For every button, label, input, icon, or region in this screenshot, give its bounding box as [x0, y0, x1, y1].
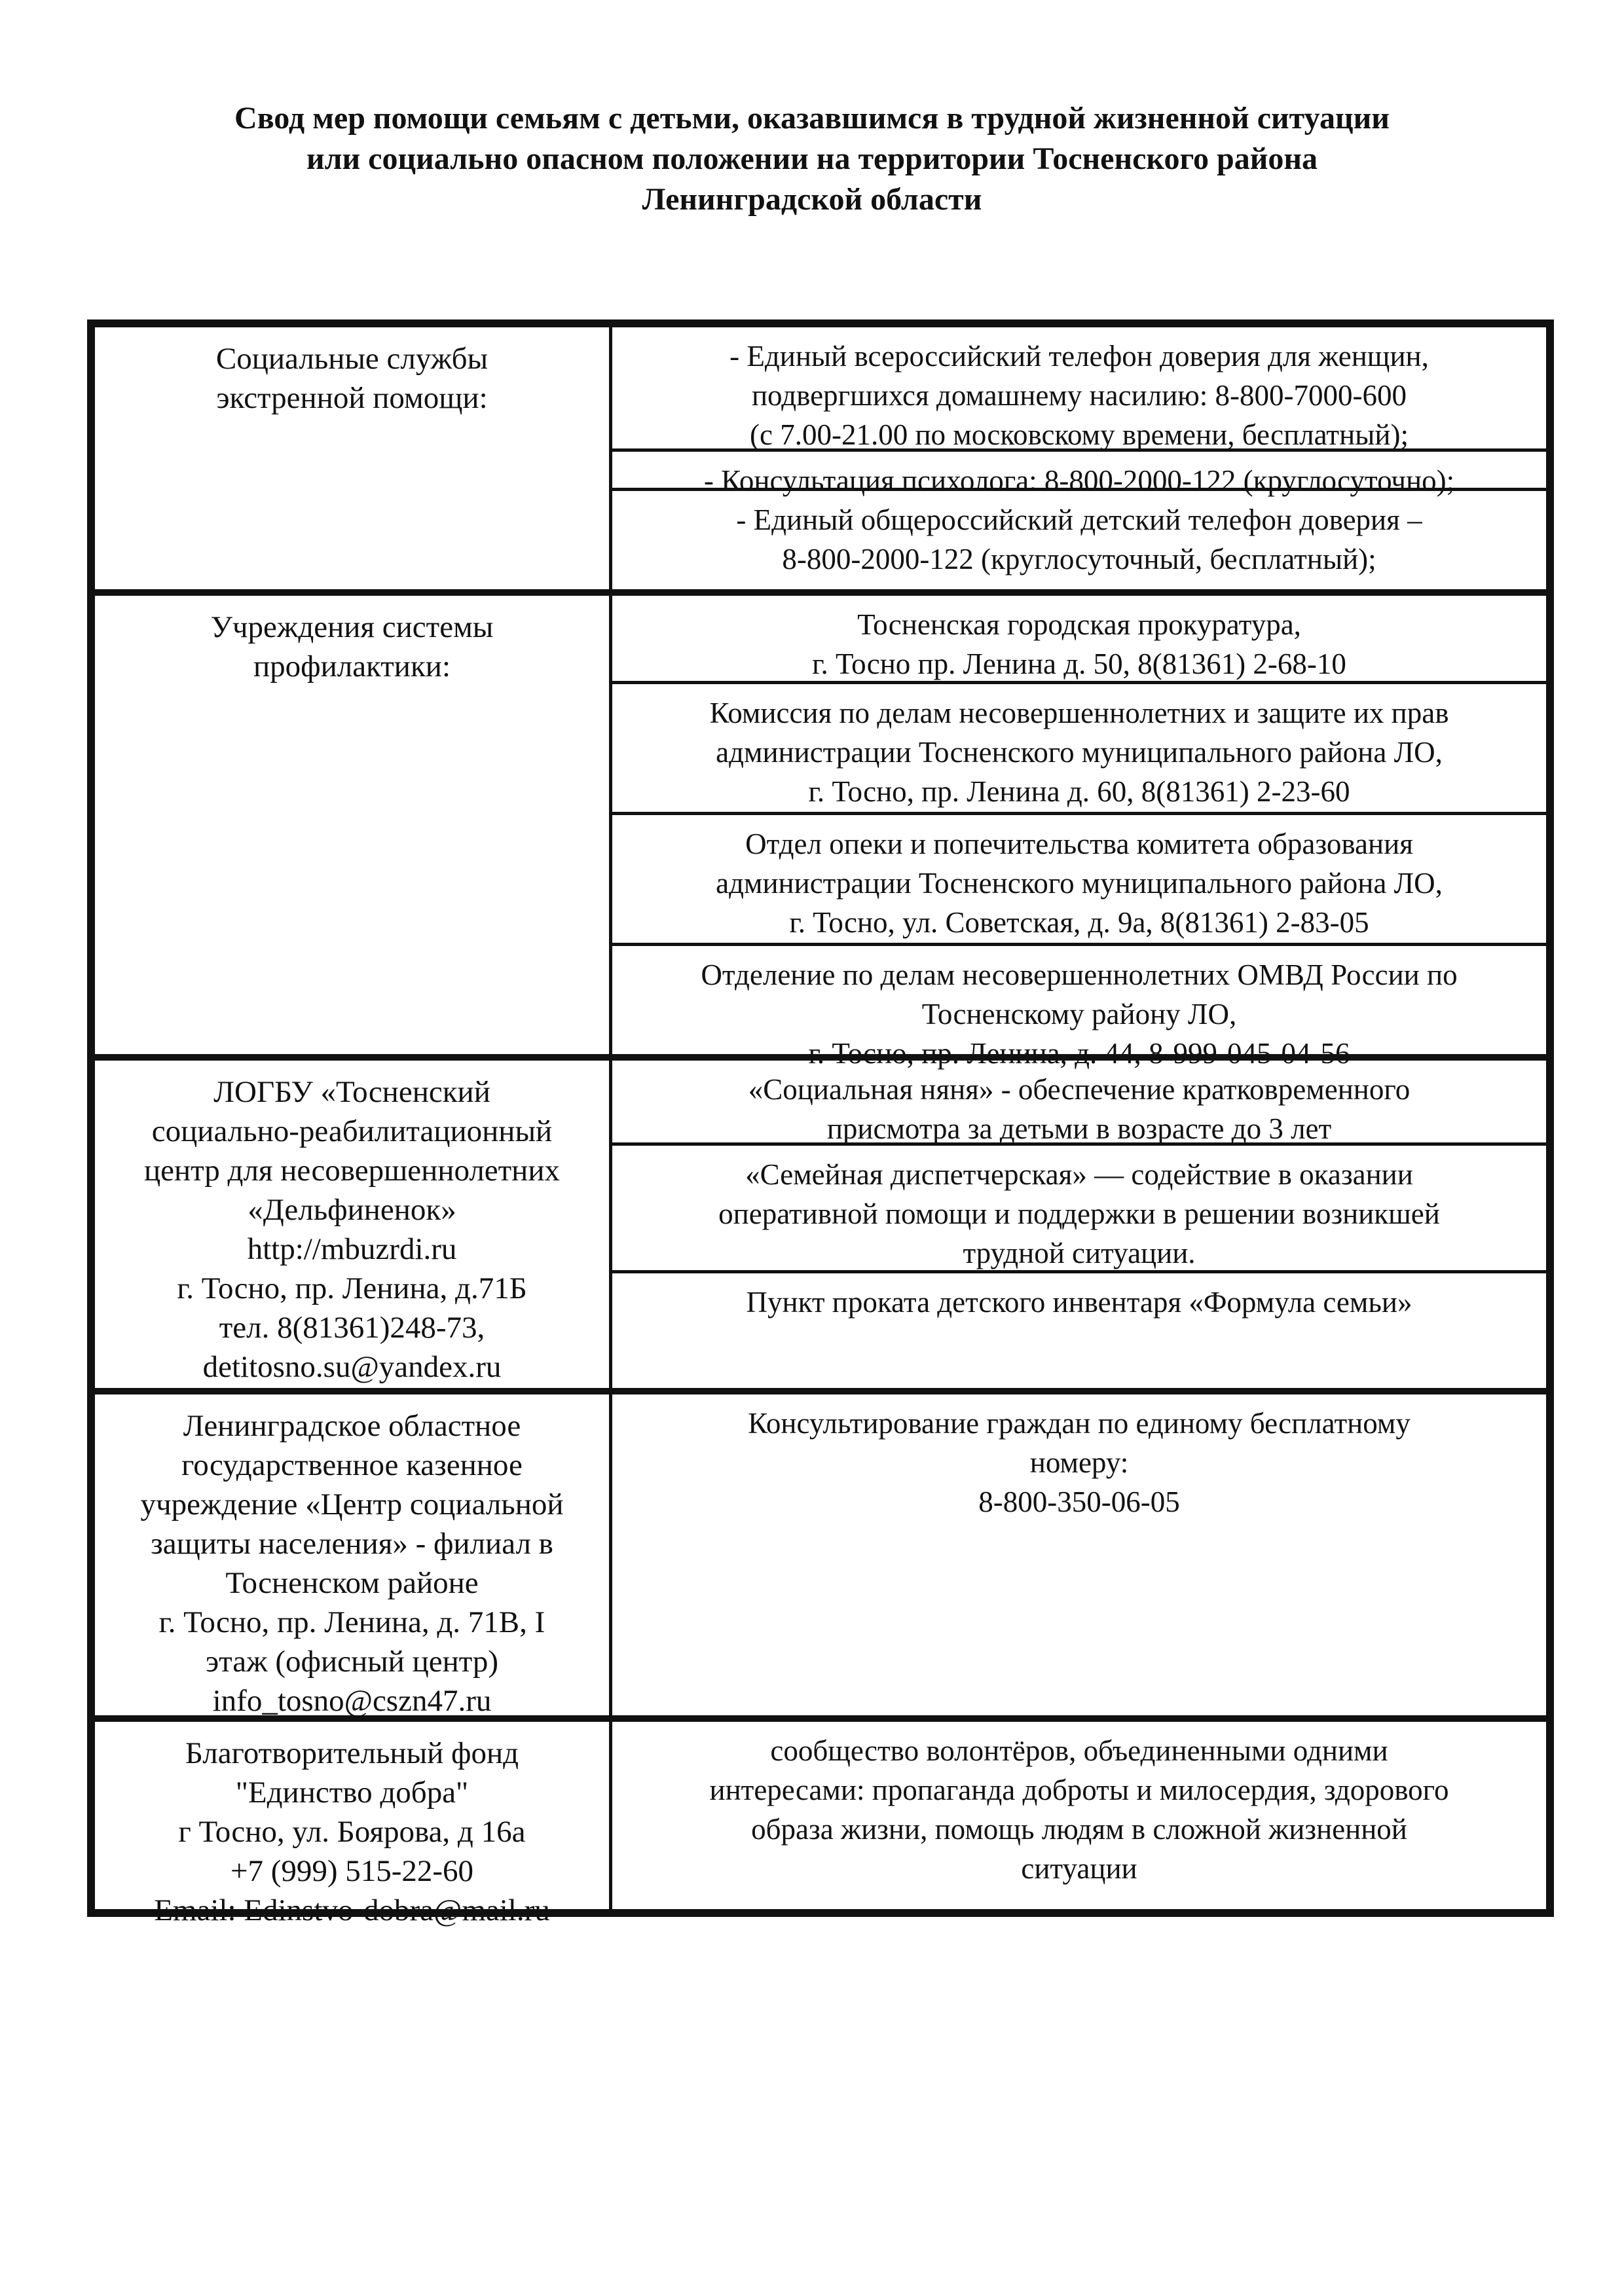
services-cell	[612, 1061, 1546, 1388]
services-cell	[612, 327, 1546, 589]
service-line: - Консультация психолога: 8-800-2000-122 (круглосуточно);	[703, 464, 1455, 497]
service-line: г. Тосно, пр. Ленина д. 60, 8(81361) 2-23-60	[808, 775, 1350, 808]
service-line: оперативной помощи и поддержки в решении возникшей	[718, 1197, 1440, 1230]
service-entry	[612, 943, 1546, 1070]
organization-line: центр для несовершеннолетних	[144, 1154, 560, 1188]
organization-line: Учреждения системы	[210, 610, 494, 644]
organization-cell	[95, 1722, 612, 1927]
service-line: подвергшихся домашнему насилию: 8-800-7000-600	[751, 379, 1407, 412]
service-line: - Единый всероссийский телефон доверия для женщин,	[729, 340, 1429, 373]
service-entry	[612, 488, 1546, 589]
organization-line: тел. 8(81361)248-73,	[219, 1311, 485, 1345]
organization-line: Тосненском районе	[225, 1566, 479, 1600]
organization-line: «Дельфиненок»	[248, 1193, 456, 1227]
organization-line: этаж (офисный центр)	[205, 1645, 499, 1679]
organization-line: Email: Edinstvo-dobra@mail.ru	[154, 1893, 550, 1927]
organization-line: info_tosno@cszn47.ru	[212, 1684, 492, 1718]
service-entry	[612, 596, 1546, 681]
service-entry	[612, 448, 1546, 497]
service-line: 8-800-350-06-05	[978, 1485, 1180, 1518]
service-line: г. Тосно, ул. Советская, д. 9а, 8(81361) 2-83-05	[789, 906, 1369, 939]
services-cell	[612, 1394, 1546, 1715]
organization-line: учреждение «Центр социальной	[140, 1487, 564, 1522]
organization-line: экстренной помощи:	[216, 381, 488, 415]
service-line: номеру:	[1029, 1446, 1129, 1479]
services-cell	[612, 596, 1546, 1070]
service-line: администрации Тосненского муниципального района ЛО,	[716, 736, 1443, 769]
organization-line: г. Тосно, пр. Ленина, д. 71В, I	[158, 1605, 545, 1639]
organization-line: http://mbuzrdi.ru	[247, 1232, 457, 1266]
organization-cell	[95, 327, 612, 589]
organization-line: "Единство добра"	[235, 1776, 469, 1810]
service-line: трудной ситуации.	[963, 1237, 1196, 1269]
service-line: «Семейная диспетчерская» — содействие в оказании	[745, 1158, 1413, 1191]
service-line: 8-800-2000-122 (круглосуточный, бесплатный);	[782, 543, 1376, 575]
service-line: ситуации	[1021, 1852, 1137, 1885]
organization-line: г. Тосно, пр. Ленина, д.71Б	[177, 1271, 527, 1305]
organization-line: социально-реабилитационный	[151, 1114, 553, 1148]
organization-line: профилактики:	[253, 649, 451, 683]
organization-line: Социальные службы	[215, 342, 489, 376]
organization-line: Благотворительный фонд	[185, 1736, 519, 1770]
service-entry	[612, 812, 1546, 943]
organization-line: государственное казенное	[181, 1448, 523, 1482]
organization-cell	[95, 596, 612, 1054]
row-charity-fund	[95, 1715, 1546, 1927]
service-entry	[612, 1394, 1546, 1722]
service-entry	[612, 1142, 1546, 1270]
organization-cell	[95, 1394, 612, 1718]
help-measures-table	[87, 319, 1554, 1927]
organization-line: г Тосно, ул. Боярова, д 16а	[178, 1815, 526, 1849]
service-line: присмотра за детьми в возрасте до 3 лет	[826, 1112, 1332, 1145]
service-line: Консультирование граждан по единому бесплатному	[748, 1407, 1411, 1440]
row-emergency-services	[95, 327, 1546, 589]
services-cell	[612, 1722, 1546, 1912]
service-entry	[612, 327, 1546, 451]
service-line: г. Тосно пр. Ленина д. 50, 8(81361) 2-68-10	[812, 647, 1346, 680]
service-line: - Единый общероссийский детский телефон доверия –	[736, 503, 1422, 536]
service-entry	[612, 1722, 1546, 1918]
organization-line: защиты населения» - филиал в	[151, 1527, 553, 1561]
organization-line: detitosno.su@yandex.ru	[202, 1350, 502, 1384]
organization-line: ЛОГБУ «Тосненский	[213, 1075, 490, 1109]
service-line: Комиссия по делам несовершеннолетних и защите их прав	[709, 697, 1449, 729]
service-entry	[612, 1061, 1546, 1145]
row-prevention-institutions	[95, 589, 1546, 1070]
service-line: г. Тосно, пр. Ленина, д. 44, 8-999-045-04-56	[808, 1037, 1350, 1070]
service-entry	[612, 681, 1546, 812]
service-line: Тосненскому району ЛО,	[921, 998, 1237, 1030]
service-line: Отделение по делам несовершеннолетних ОМВД России по	[701, 958, 1458, 991]
organization-cell	[95, 1061, 612, 1388]
document-title	[79, 98, 1545, 220]
service-line: администрации Тосненского муниципального района ЛО,	[716, 867, 1443, 900]
service-line: «Социальная няня» - обеспечение кратковременного	[748, 1073, 1411, 1106]
service-entry	[612, 1270, 1546, 1394]
row-delfinenok-center	[95, 1054, 1546, 1388]
service-line: образа жизни, помощь людям в сложной жизненной	[751, 1813, 1407, 1846]
title-line-1: Свод мер помощи семьям с детьми, оказавшимся в трудной жизненной ситуации	[234, 101, 1390, 136]
service-line: сообщество волонтёров, объединенными одними	[770, 1734, 1388, 1767]
organization-line: Ленинградское областное	[183, 1409, 521, 1443]
service-line: Тосненская городская прокуратура,	[857, 608, 1301, 641]
title-line-2: или социально опасном положении на территории Тосненского района	[306, 141, 1318, 176]
title-line-3: Ленинградской области	[642, 182, 982, 217]
row-social-protection-center	[95, 1388, 1546, 1718]
service-line: интересами: пропаганда доброты и милосердия, здорового	[709, 1774, 1449, 1806]
service-line: Отдел опеки и попечительства комитета образования	[745, 828, 1413, 860]
service-line: Пункт проката детского инвентаря «Формула семьи»	[746, 1286, 1412, 1319]
organization-line: +7 (999) 515-22-60	[230, 1854, 474, 1888]
service-line: (с 7.00-21.00 по московскому времени, бесплатный);	[750, 418, 1409, 451]
